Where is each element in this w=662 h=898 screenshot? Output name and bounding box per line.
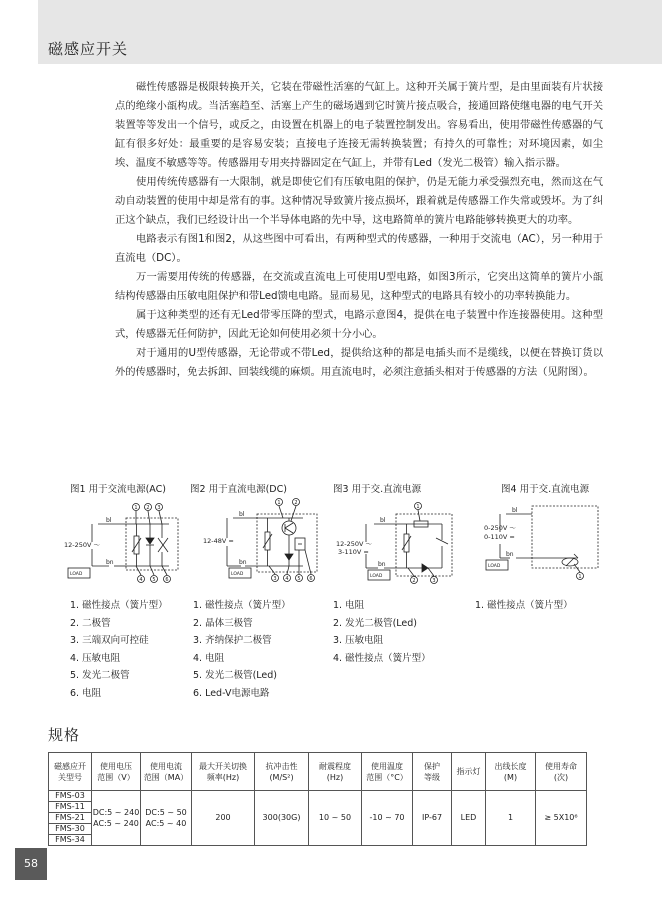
header-frequency: 最大开关切换 频率(Hz) [192,753,255,791]
wire-label-bottom: bn [506,551,514,558]
wire-label-top: bl [380,517,386,524]
legend-item: 4. 压敏电阻 [70,652,121,664]
legend-item: 6. Led-V电源电路 [193,687,270,699]
figure-2-circuit-diagram [203,494,329,584]
header-life: 使用寿命 (次) [536,753,587,791]
life-cell: ≥ 5X10⁶ [536,791,587,846]
legend-item: 2. 晶体三极管 [193,617,253,629]
callout-number: 5 [152,577,156,583]
frequency-cell: 200 [192,791,255,846]
model-cell: FMS-11 [49,802,92,813]
wire-label-bottom: bn [378,561,386,568]
wire-label-bottom: bn [239,559,247,566]
callout-number: 3 [432,578,436,584]
paragraph: 属于这种类型的还有无Led带零压降的型式，电路示意图4，提供在电子装置中作连接器使用。这种型式，传感器无任何防护，因此无论如何使用必须十分小心。 [115,309,603,340]
legend-item: 3. 压敏电阻 [333,635,384,646]
callout-number: 3 [157,505,161,511]
legend-item: 3. 齐纳保护二极管 [193,635,272,646]
legend-item: 4. 电阻 [193,652,225,664]
voltage-label: 12-250V ～ [336,540,373,548]
figure-1-circuit-diagram [64,494,190,584]
legend-item: 1. 磁性接点（簧片型） [475,600,573,611]
legend-item: 1. 磁性接点（簧片型） [70,600,168,611]
intro-text [115,78,603,382]
figure-4-legend [475,597,573,615]
section-title: 磁感应开关 [48,40,129,58]
callout-number: 4 [285,576,289,582]
paragraph: 电路表示有图1和图2，从这些图中可看出，有两种型式的传感器，一种用于交流电（AC），另一种用于直流电（DC）。 [115,233,603,264]
callout-number: 3 [273,576,277,582]
callout-number: 2 [146,505,150,511]
load-label: LOAD [488,564,501,569]
model-cell: FMS-34 [49,835,92,846]
protection-cell: IP-67 [413,791,452,846]
legend-item: 5. 发光二极管 [70,670,130,681]
callout-number: 1 [416,504,420,510]
figure-1-title: 图1 用于交流电源(AC) [70,484,166,495]
header-vibration: 耐震程度 (Hz) [309,753,362,791]
legend-item: 6. 电阻 [70,687,102,699]
header-indicator: 指示灯 [452,753,486,791]
paragraph: 使用传统传感器有一大限制，就是即使它们有压敏电阻的保护，仍是无能力承受强烈充电，然而这在气动自动装置的使用中却是常有的事。这种情况导致簧片接点损坏，跟着就是传感器工作失常或毁坏。为了纠正这个缺点，我们已经设计出一个半导体电路的先中导，这电路简单的簧片电路能够转换更大的功率。 [115,176,603,226]
paragraph: 对于通用的U型传感器，无论带或不带Led，提供给这种的都是电插头而不是缆线，以便在替换订货以外的传感器时，免去拆卸、回装线缆的麻烦。用直流电时，必须注意插头相对于传感器的方法（见附图）。 [115,347,603,378]
model-cell: FMS-30 [49,824,92,835]
table-header-row [49,753,587,791]
voltage-label: 3-110V = [338,548,369,556]
figure-3-circuit-diagram [336,494,462,584]
figure-3-title: 图3 用于交.直流电源 [333,484,422,495]
voltage-label: 0-110V = [484,533,515,541]
callout-number: 5 [297,576,301,582]
header-cable-length: 出线长度 (M) [486,753,536,791]
figure-3-legend [333,597,431,667]
figure-2-legend [193,597,291,702]
model-cell: FMS-03 [49,791,92,802]
paragraph: 磁性传感器是极限转换开关，它装在带磁性活塞的气缸上。这种开关属于簧片型，是由里面装有片状接点的绝缘小瓿构成。当活塞趋至、活塞上产生的磁场遇到它时簧片接点吸合，接通回路使继电器的电气开关装置等等发出一个信号，或反之，由设置在机器上的电子装置控制发出。容易看出，使用带磁性传感器的气缸有很多好处：最重要的是容易安装；直接电子连接无需转换装置；有持久的可靠性；对环境因素，如尘埃、温度不敏感等等。传感器用专用夹持器固定在气缸上，并带有Led（发光二极管）输入指示器。 [115,81,603,169]
paragraph: 万一需要用传统的传感器，在交流或直流电上可使用U型电路，如图3所示，它突出这简单的簧片小瓿结构传感器由压敏电阻保护和带Led馈电电路。显而易见，这种型式的电路具有较小的功率转换能力。 [115,271,603,302]
voltage-cell: DC:5 ~ 240 AC:5 ~ 240 [92,791,141,846]
model-cell: FMS-21 [49,813,92,824]
vibration-cell: 10 ~ 50 [309,791,362,846]
table-row [49,791,587,802]
legend-item: 2. 发光二极管(Led) [333,617,417,629]
legend-item: 4. 磁性接点（簧片型） [333,652,431,664]
callout-number: 1 [134,505,138,511]
callout-number: 1 [277,500,281,506]
callout-number: 1 [578,574,582,580]
figure-4-circuit-diagram [482,494,608,584]
legend-item: 5. 发光二极管(Led) [193,670,277,681]
figure-4-title: 图4 用于交.直流电源 [501,484,590,495]
legend-item: 1. 电阻 [333,600,365,611]
legend-item: 3. 三端双向可控硅 [70,635,149,646]
header-shock: 抗冲击性 (M/S²) [255,753,309,791]
spec-table [48,752,587,846]
wire-label-top: bl [106,517,112,524]
load-label: LOAD [231,572,244,577]
callout-number: 2 [412,578,416,584]
header-voltage: 使用电压 范围（V） [92,753,141,791]
header-protection: 保护 等级 [413,753,452,791]
callout-number: 6 [165,577,169,583]
callout-number: 6 [309,576,313,582]
voltage-label: 12-48V = [203,537,234,545]
load-label: LOAD [370,574,383,579]
figure-2-title: 图2 用于直流电源(DC) [190,484,287,495]
wire-label-bottom: bn [106,559,114,566]
indicator-cell: LED [452,791,486,846]
wire-label-top: bl [512,507,518,514]
legend-item: 2. 二极管 [70,617,111,629]
section-header [38,0,662,64]
spec-title: 规格 [48,726,81,744]
current-cell: DC:5 ~ 50 AC:5 ~ 40 [141,791,192,846]
voltage-label: 12-250V ～ [64,541,101,549]
page-number: 58 [15,848,47,880]
callout-number: 4 [139,577,143,583]
temperature-cell: -10 ~ 70 [362,791,413,846]
voltage-label: 0-250V ～ [484,524,516,532]
cable-length-cell: 1 [486,791,536,846]
header-model: 磁感应开 关型号 [49,753,92,791]
figure-1-legend [70,597,168,702]
legend-item: 1. 磁性接点（簧片型） [193,600,291,611]
shock-cell: 300(30G) [255,791,309,846]
wire-label-top: bl [239,511,245,518]
header-temperature: 使用温度 范围（°C） [362,753,413,791]
callout-number: 2 [294,500,298,506]
load-label: LOAD [70,572,83,577]
header-current: 使用电流 范围（MA） [141,753,192,791]
